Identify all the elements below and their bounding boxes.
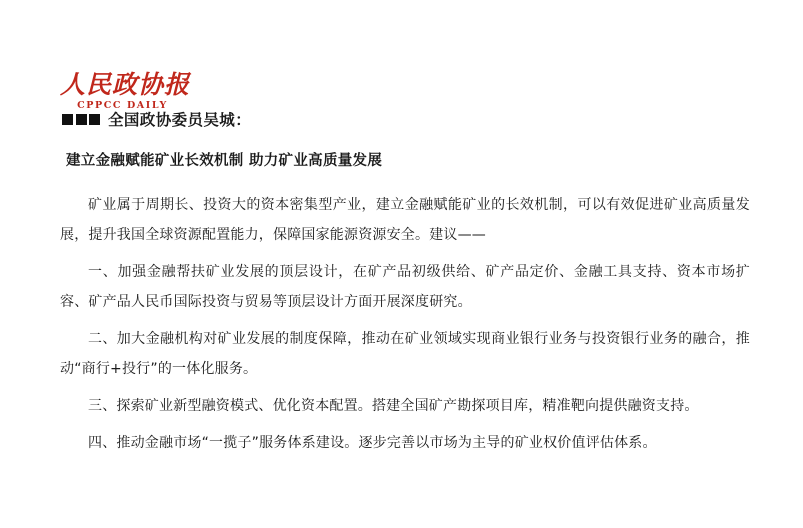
bullet-squares-icon xyxy=(62,114,100,125)
article-paragraph: 四、推动金融市场“一揽子”服务体系建设。逐步完善以市场为主导的矿业权价值评估体系。 xyxy=(88,435,657,451)
article-body xyxy=(60,108,750,465)
masthead xyxy=(60,70,191,112)
masthead-logo: 人民政协报 xyxy=(60,70,191,99)
article-byline xyxy=(60,108,750,130)
article-headline: 建立金融赋能矿业长效机制 助力矿业高质量发展 xyxy=(66,153,383,169)
article-paragraph: 三、探索矿业新型融资模式、优化资本配置。搭建全国矿产勘探项目库，精准靶向提供融资支持。 xyxy=(88,398,699,414)
article-paragraph: 二、加大金融机构对矿业发展的制度保障，推动在矿业领域实现商业银行业务与投资银行业务的融合，推动“商行+投行”的一体化服务。 xyxy=(60,331,750,377)
article-paragraph: 矿业属于周期长、投资大的资本密集型产业，建立金融赋能矿业的长效机制，可以有效促进矿业高质量发展，提升我国全球资源配置能力，保障国家能源资源安全。建议—— xyxy=(60,197,750,243)
byline-text: 全国政协委员吴城： xyxy=(108,111,252,129)
article-paragraph: 一、加强金融帮扶矿业发展的顶层设计，在矿产品初级供给、矿产品定价、金融工具支持、资本市场扩容、矿产品人民币国际投资与贸易等顶层设计方面开展深度研究。 xyxy=(60,264,750,310)
masthead-subtitle: CPPCC DAILY xyxy=(77,100,168,112)
